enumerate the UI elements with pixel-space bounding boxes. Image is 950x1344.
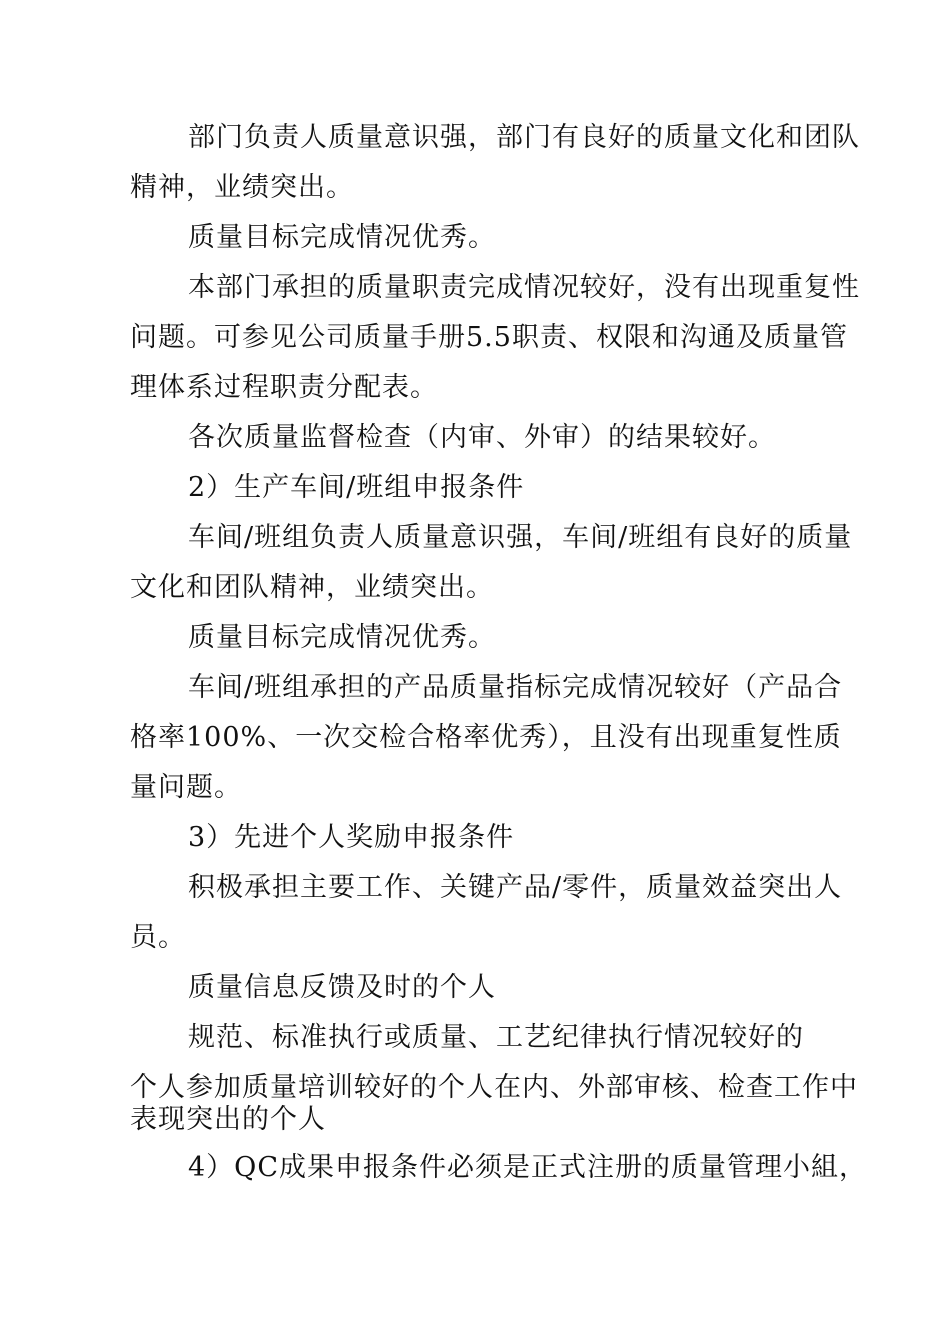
paragraph-individual-training: 个人参加质量培训较好的个人在内、外部审核、检查工作中表现突出的个人 xyxy=(130,1072,858,1135)
paragraph-workshop-quality: 车间/班组承担的产品质量指标完成情况较好（产品合格率100%、一次交检合格率优秀），且没有出现重复性质量问题。 xyxy=(130,672,843,803)
paragraph-dept-audit: 各次质量监督检查（内审、外审）的结果较好。 xyxy=(188,422,776,453)
paragraph-dept-duty: 本部门承担的质量职责完成情况较好，没有出现重复性问题。可参见公司质量手册5.5职责、权限和沟通及质量管理体系过程职责分配表。 xyxy=(130,272,860,403)
paragraph-individual-standards: 规范、标准执行或质量、工艺纪律执行情况较好的 xyxy=(188,1022,804,1053)
paragraph-dept-target: 质量目标完成情况优秀。 xyxy=(188,222,496,253)
heading-individual-conditions: 3）先进个人奖励申报条件 xyxy=(188,822,515,853)
heading-qc-conditions: 4）QC成果申报条件必须是正式注册的质量管理小組， xyxy=(188,1152,867,1183)
paragraph-individual-work: 积极承担主要工作、关键产品/零件，质量效益突出人员。 xyxy=(130,872,843,953)
paragraph-individual-feedback: 质量信息反馈及时的个人 xyxy=(188,972,496,1003)
paragraph-workshop-leader: 车间/班组负责人质量意识强，车间/班组有良好的质量文化和团队精神，业绩突出。 xyxy=(130,522,853,603)
heading-workshop-conditions: 2）生产车间/班组申报条件 xyxy=(188,472,525,503)
paragraph-dept-leader: 部门负责人质量意识强，部门有良好的质量文化和团队精神，业绩突出。 xyxy=(130,122,860,203)
paragraph-workshop-target: 质量目标完成情况优秀。 xyxy=(188,622,496,653)
